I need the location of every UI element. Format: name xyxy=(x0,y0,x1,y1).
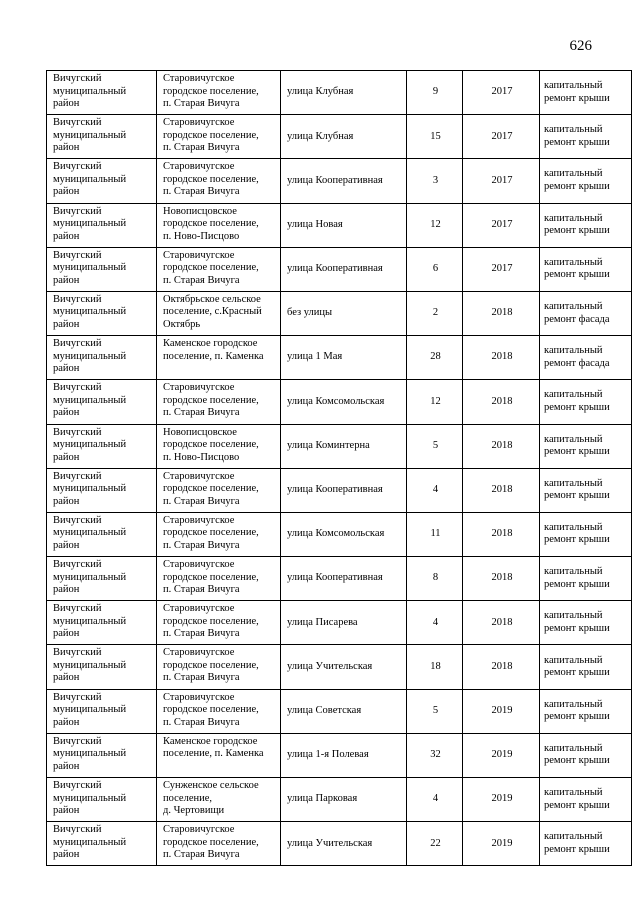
house-number-cell: 32 xyxy=(407,733,463,777)
district-cell: Вичугский муниципальный район xyxy=(47,822,157,866)
work-type-cell-line: ремонт крыши xyxy=(544,180,610,192)
settlement-cell-line: городское поселение, xyxy=(163,483,259,495)
work-type-cell-line: ремонт крыши xyxy=(544,534,610,546)
district-cell: Вичугский муниципальный район xyxy=(47,424,157,468)
table-body xyxy=(47,71,632,866)
settlement-cell-line: Октябрьское сельское xyxy=(163,293,261,305)
settlement-cell xyxy=(157,778,281,822)
table-row xyxy=(47,115,632,159)
settlement-cell-line: городское поселение, xyxy=(163,527,259,539)
settlement-cell-line: поселение, п. Каменка xyxy=(163,350,264,362)
settlement-cell-line: городское поселение, xyxy=(163,173,259,185)
work-type-cell-line: ремонт крыши xyxy=(544,446,610,458)
year-cell: 2018 xyxy=(463,512,540,556)
work-type-cell xyxy=(540,822,632,866)
year-cell: 2017 xyxy=(463,247,540,291)
settlement-cell xyxy=(157,247,281,291)
street-cell: улица Кооперативная xyxy=(281,247,407,291)
settlement-cell-line: городское поселение, xyxy=(163,85,259,97)
work-type-cell-line: ремонт крыши xyxy=(544,269,610,281)
settlement-cell-line: городское поселение, xyxy=(163,704,259,716)
district-cell: Вичугский муниципальный район xyxy=(47,380,157,424)
street-cell: улица Кооперативная xyxy=(281,159,407,203)
work-type-cell-line: ремонт крыши xyxy=(544,843,610,855)
settlement-cell xyxy=(157,380,281,424)
year-cell: 2018 xyxy=(463,557,540,601)
district-cell: Вичугский муниципальный район xyxy=(47,601,157,645)
district-cell: Вичугский муниципальный район xyxy=(47,468,157,512)
house-number-cell: 6 xyxy=(407,247,463,291)
year-cell: 2018 xyxy=(463,468,540,512)
house-number-cell: 22 xyxy=(407,822,463,866)
table-row xyxy=(47,557,632,601)
year-cell: 2019 xyxy=(463,822,540,866)
work-type-cell-line: ремонт крыши xyxy=(544,136,610,148)
settlement-cell-line: Каменское городское xyxy=(163,338,258,350)
work-type-cell xyxy=(540,424,632,468)
settlement-cell-line: городское поселение, xyxy=(163,615,259,627)
work-type-cell-line: ремонт крыши xyxy=(544,490,610,502)
district-cell: Вичугский муниципальный район xyxy=(47,512,157,556)
settlement-cell-line: городское поселение, xyxy=(163,129,259,141)
work-type-cell-line: ремонт крыши xyxy=(544,667,610,679)
house-number-cell: 4 xyxy=(407,468,463,512)
year-cell: 2018 xyxy=(463,291,540,335)
street-cell: улица Советская xyxy=(281,689,407,733)
table-row xyxy=(47,778,632,822)
settlement-cell-line: Октябрь xyxy=(163,318,201,330)
year-cell: 2017 xyxy=(463,159,540,203)
work-type-cell xyxy=(540,115,632,159)
district-cell: Вичугский муниципальный район xyxy=(47,645,157,689)
house-number-cell: 5 xyxy=(407,424,463,468)
table-row xyxy=(47,512,632,556)
settlement-cell xyxy=(157,645,281,689)
settlement-cell-line: д. Чертовищи xyxy=(163,805,225,816)
district-cell: Вичугский муниципальный район xyxy=(47,689,157,733)
district-cell: Вичугский муниципальный район xyxy=(47,733,157,777)
work-type-cell xyxy=(540,689,632,733)
table-row xyxy=(47,380,632,424)
page-number: 626 xyxy=(569,38,592,54)
work-type-cell-line: капитальный xyxy=(544,831,603,843)
district-cell: Вичугский муниципальный район xyxy=(47,336,157,380)
year-cell: 2018 xyxy=(463,336,540,380)
work-type-cell xyxy=(540,557,632,601)
house-number-cell: 3 xyxy=(407,159,463,203)
year-cell: 2017 xyxy=(463,71,540,115)
district-cell: Вичугский муниципальный район xyxy=(47,71,157,115)
street-cell: улица Комсомольская xyxy=(281,380,407,424)
year-cell: 2017 xyxy=(463,115,540,159)
table-row xyxy=(47,203,632,247)
settlement-cell-line: п. Старая Вичуга xyxy=(163,495,240,507)
settlement-cell-line: Сунженское сельское xyxy=(163,780,259,791)
work-type-cell-line: капитальный xyxy=(544,698,603,710)
settlement-cell-line: п. Старая Вичуга xyxy=(163,142,240,154)
house-number-cell: 28 xyxy=(407,336,463,380)
work-type-cell-line: капитальный xyxy=(544,124,603,136)
table-row xyxy=(47,733,632,777)
work-type-cell-line: капитальный xyxy=(544,168,603,180)
settlement-cell xyxy=(157,689,281,733)
work-type-cell-line: ремонт крыши xyxy=(544,578,610,590)
work-type-cell-line: капитальный xyxy=(544,80,603,92)
house-number-cell: 12 xyxy=(407,203,463,247)
table-row xyxy=(47,645,632,689)
street-cell: улица Парковая xyxy=(281,778,407,822)
work-type-cell-line: ремонт фасада xyxy=(544,357,610,369)
house-number-cell: 8 xyxy=(407,557,463,601)
year-cell: 2018 xyxy=(463,601,540,645)
house-number-cell: 9 xyxy=(407,71,463,115)
table-row xyxy=(47,159,632,203)
settlement-cell xyxy=(157,115,281,159)
work-type-cell-line: капитальный xyxy=(544,433,603,445)
settlement-cell-line: городское поселение, xyxy=(163,218,259,230)
settlement-cell xyxy=(157,601,281,645)
work-type-cell-line: капитальный xyxy=(544,566,603,578)
settlement-cell-line: Старовичугское xyxy=(163,382,235,394)
settlement-cell-line: п. Ново-Писцово xyxy=(163,451,240,463)
work-type-cell-line: капитальный xyxy=(544,301,603,313)
district-cell: Вичугский муниципальный район xyxy=(47,247,157,291)
district-cell: Вичугский муниципальный район xyxy=(47,291,157,335)
settlement-cell-line: поселение, xyxy=(163,792,213,804)
settlement-cell-line: Старовичугское xyxy=(163,73,235,84)
house-number-cell: 4 xyxy=(407,601,463,645)
work-type-cell xyxy=(540,645,632,689)
work-type-cell xyxy=(540,159,632,203)
work-type-cell xyxy=(540,336,632,380)
district-cell: Вичугский муниципальный район xyxy=(47,115,157,159)
house-number-cell: 18 xyxy=(407,645,463,689)
work-type-cell-line: ремонт крыши xyxy=(544,711,610,723)
house-number-cell: 12 xyxy=(407,380,463,424)
house-number-cell: 15 xyxy=(407,115,463,159)
settlement-cell xyxy=(157,291,281,335)
settlement-cell xyxy=(157,159,281,203)
settlement-cell-line: Каменское городское xyxy=(163,735,258,747)
work-type-cell-line: ремонт крыши xyxy=(544,401,610,413)
work-type-cell-line: ремонт фасада xyxy=(544,313,610,325)
street-cell: улица Коминтерна xyxy=(281,424,407,468)
settlement-cell xyxy=(157,733,281,777)
table-row xyxy=(47,468,632,512)
settlement-cell-line: поселение, п. Каменка xyxy=(163,748,264,760)
settlement-cell-line: Старовичугское xyxy=(163,161,235,173)
work-type-cell-line: ремонт крыши xyxy=(544,622,610,634)
work-type-cell-line: капитальный xyxy=(544,345,603,357)
work-type-cell-line: капитальный xyxy=(544,389,603,401)
house-number-cell: 5 xyxy=(407,689,463,733)
settlement-cell-line: п. Старая Вичуга xyxy=(163,716,240,728)
street-cell: улица Клубная xyxy=(281,115,407,159)
street-cell: улица Писарева xyxy=(281,601,407,645)
settlement-cell-line: городское поселение, xyxy=(163,659,259,671)
settlement-cell xyxy=(157,468,281,512)
settlement-cell-line: городское поселение, xyxy=(163,439,259,450)
repair-schedule-table xyxy=(46,70,632,866)
settlement-cell-line: Старовичугское xyxy=(163,824,235,836)
settlement-cell-line: п. Старая Вичуга xyxy=(163,849,240,861)
settlement-cell-line: Новописцовское xyxy=(163,205,237,217)
work-type-cell xyxy=(540,71,632,115)
settlement-cell-line: поселение, с.Красный xyxy=(163,306,262,318)
table-row xyxy=(47,424,632,468)
work-type-cell-line: капитальный xyxy=(544,742,603,754)
work-type-cell xyxy=(540,778,632,822)
table-row xyxy=(47,71,632,115)
street-cell: улица Комсомольская xyxy=(281,512,407,556)
settlement-cell-line: Старовичугское xyxy=(163,470,235,482)
work-type-cell xyxy=(540,601,632,645)
street-cell: без улицы xyxy=(281,291,407,335)
settlement-cell-line: Старовичугское xyxy=(163,647,235,659)
district-cell: Вичугский муниципальный район xyxy=(47,159,157,203)
year-cell: 2019 xyxy=(463,778,540,822)
work-type-cell-line: капитальный xyxy=(544,654,603,666)
settlement-cell xyxy=(157,71,281,115)
street-cell: улица 1 Мая xyxy=(281,336,407,380)
settlement-cell-line: п. Старая Вичуга xyxy=(163,98,240,109)
settlement-cell-line: Старовичугское xyxy=(163,117,235,129)
work-type-cell xyxy=(540,203,632,247)
year-cell: 2019 xyxy=(463,689,540,733)
year-cell: 2018 xyxy=(463,380,540,424)
settlement-cell-line: п. Старая Вичуга xyxy=(163,407,240,419)
settlement-cell xyxy=(157,557,281,601)
house-number-cell: 11 xyxy=(407,512,463,556)
settlement-cell-line: городское поселение, xyxy=(163,394,259,406)
table-row xyxy=(47,291,632,335)
street-cell: улица Кооперативная xyxy=(281,557,407,601)
district-cell: Вичугский муниципальный район xyxy=(47,557,157,601)
year-cell: 2017 xyxy=(463,203,540,247)
settlement-cell-line: Старовичугское xyxy=(163,603,235,615)
settlement-cell xyxy=(157,203,281,247)
work-type-cell-line: ремонт крыши xyxy=(544,92,610,104)
settlement-cell xyxy=(157,336,281,380)
street-cell: улица Учительская xyxy=(281,822,407,866)
street-cell: улица Клубная xyxy=(281,71,407,115)
table-row xyxy=(47,689,632,733)
street-cell: улица Учительская xyxy=(281,645,407,689)
work-type-cell-line: капитальный xyxy=(544,521,603,533)
settlement-cell-line: Старовичугское xyxy=(163,249,235,261)
table-row xyxy=(47,247,632,291)
settlement-cell-line: городское поселение, xyxy=(163,262,259,274)
work-type-cell xyxy=(540,380,632,424)
work-type-cell-line: капитальный xyxy=(544,787,603,799)
settlement-cell-line: п. Ново-Писцово xyxy=(163,230,240,242)
table-row xyxy=(47,336,632,380)
settlement-cell-line: Старовичугское xyxy=(163,691,235,703)
work-type-cell-line: ремонт крыши xyxy=(544,225,610,237)
street-cell: улица 1-я Полевая xyxy=(281,733,407,777)
settlement-cell-line: п. Старая Вичуга xyxy=(163,539,240,551)
work-type-cell-line: капитальный xyxy=(544,610,603,622)
work-type-cell xyxy=(540,512,632,556)
table-row xyxy=(47,601,632,645)
work-type-cell xyxy=(540,291,632,335)
settlement-cell-line: п. Старая Вичуга xyxy=(163,672,240,684)
work-type-cell xyxy=(540,733,632,777)
settlement-cell-line: п. Старая Вичуга xyxy=(163,274,240,286)
district-cell: Вичугский муниципальный район xyxy=(47,778,157,822)
year-cell: 2018 xyxy=(463,645,540,689)
year-cell: 2018 xyxy=(463,424,540,468)
settlement-cell-line: Новописцовское xyxy=(163,426,237,438)
house-number-cell: 2 xyxy=(407,291,463,335)
work-type-cell-line: ремонт крыши xyxy=(544,799,610,811)
settlement-cell-line: Старовичугское xyxy=(163,559,235,571)
year-cell: 2019 xyxy=(463,733,540,777)
work-type-cell-line: ремонт крыши xyxy=(544,755,610,767)
settlement-cell xyxy=(157,424,281,468)
table-row xyxy=(47,822,632,866)
house-number-cell: 4 xyxy=(407,778,463,822)
work-type-cell-line: капитальный xyxy=(544,212,603,224)
settlement-cell-line: Старовичугское xyxy=(163,514,235,526)
settlement-cell-line: п. Старая Вичуга xyxy=(163,628,240,640)
work-type-cell xyxy=(540,468,632,512)
settlement-cell-line: городское поселение, xyxy=(163,836,259,848)
work-type-cell-line: капитальный xyxy=(544,477,603,489)
settlement-cell-line: городское поселение, xyxy=(163,571,259,583)
district-cell: Вичугский муниципальный район xyxy=(47,203,157,247)
work-type-cell xyxy=(540,247,632,291)
work-type-cell-line: капитальный xyxy=(544,256,603,268)
street-cell: улица Новая xyxy=(281,203,407,247)
settlement-cell xyxy=(157,822,281,866)
settlement-cell xyxy=(157,512,281,556)
settlement-cell-line: п. Старая Вичуга xyxy=(163,584,240,596)
settlement-cell-line: п. Старая Вичуга xyxy=(163,186,240,198)
street-cell: улица Кооперативная xyxy=(281,468,407,512)
